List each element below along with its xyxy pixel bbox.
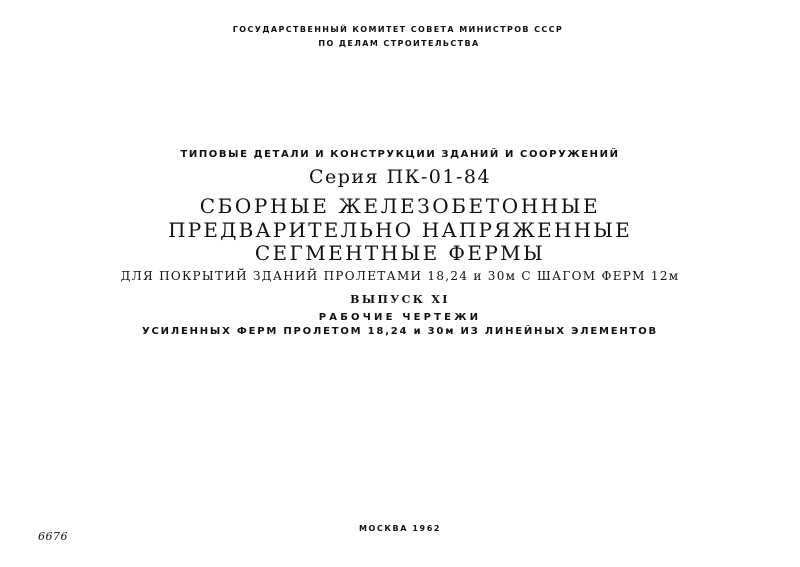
working-drawings-label: РАБОЧИЕ ЧЕРТЕЖИ xyxy=(318,312,482,323)
title-line-3: СЕГМЕНТНЫЕ ФЕРМЫ xyxy=(254,241,546,265)
series-number: Серия ПК-01-84 xyxy=(308,166,492,188)
title-line-1: СБОРНЫЕ ЖЕЛЕЗОБЕТОННЫЕ xyxy=(199,194,601,218)
archive-stamp-number: 6676 xyxy=(38,530,68,543)
coverings-subtitle: ДЛЯ ПОКРЫТИЙ ЗДАНИЙ ПРОЛЕТАМИ 18,24 и 30м С ШАГОМ ФЕРМ 12м xyxy=(120,269,680,283)
title-line-2: ПРЕДВАРИТЕЛЬНО НАПРЯЖЕННЫЕ xyxy=(168,218,632,242)
reinforced-trusses-description: УСИЛЕННЫХ ФЕРМ ПРОЛЕТОМ 18,24 и 30м ИЗ ЛИНЕЙНЫХ ЭЛЕМЕНТОВ xyxy=(142,326,658,337)
committee-name-line-2: ПО ДЕЛАМ СТРОИТЕЛЬСТВА xyxy=(318,39,480,48)
city-year: МОСКВА 1962 xyxy=(358,524,442,533)
committee-name-line-1: ГОСУДАРСТВЕННЫЙ КОМИТЕТ СОВЕТА МИНИСТРОВ СССР xyxy=(232,25,564,34)
typical-details-heading: ТИПОВЫЕ ДЕТАЛИ И КОНСТРУКЦИИ ЗДАНИЙ И СООРУЖЕНИЙ xyxy=(180,149,620,160)
issue-number: ВЫПУСК XI xyxy=(350,293,450,306)
